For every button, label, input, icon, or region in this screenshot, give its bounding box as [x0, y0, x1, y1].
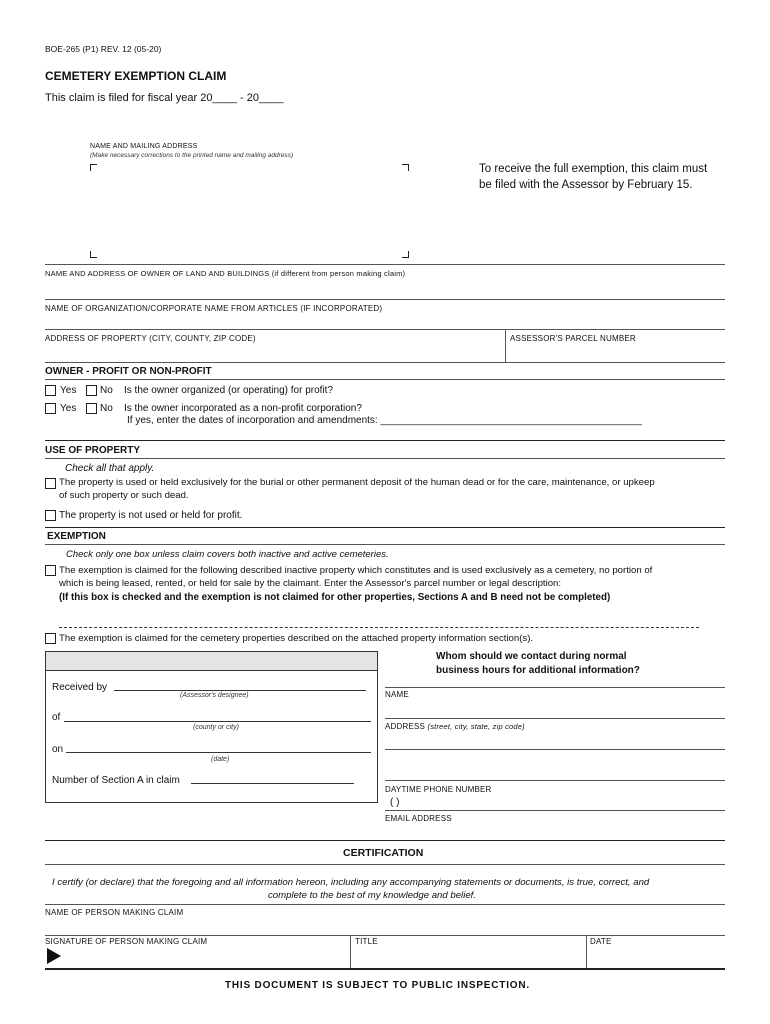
divider: [385, 749, 725, 750]
use-opt1-checkbox[interactable]: [45, 478, 56, 489]
contact-address-field[interactable]: [385, 733, 725, 748]
use-opt1-line-1: The property is used or held exclusively for the burial or other permanent deposit of the human dead or for the care, maintenance, or upkeep: [59, 477, 655, 488]
parcel-description-field[interactable]: [59, 608, 699, 626]
divider: [586, 935, 587, 968]
q1-yes-checkbox[interactable]: [45, 385, 56, 396]
contact-email-label: EMAIL ADDRESS: [385, 814, 452, 823]
mailing-address-area[interactable]: [95, 170, 400, 250]
q1-no-label: No: [100, 385, 113, 396]
use-opt2-label: The property is not used or held for profit.: [59, 510, 243, 521]
corner-mark-bottom-left: [90, 251, 97, 258]
org-name-field[interactable]: [45, 315, 725, 328]
fiscal-year-line: This claim is filed for fiscal year 20____ - 20____: [45, 92, 284, 104]
divider: [350, 935, 351, 968]
deadline-line-2: be filed with the Assessor by February 15.: [479, 179, 693, 191]
exemption-opt1-checkbox[interactable]: [45, 565, 56, 576]
divider: [385, 687, 725, 688]
q2-question: Is the owner incorporated as a non-profit corporation?: [124, 403, 362, 414]
contact-address-label: [385, 722, 525, 731]
claimant-name-label: NAME OF PERSON MAKING CLAIM: [45, 908, 184, 917]
on-line[interactable]: [66, 752, 371, 753]
divider: [45, 935, 725, 936]
received-by-line[interactable]: [114, 690, 366, 691]
use-opt2-checkbox[interactable]: [45, 510, 56, 521]
divider: [385, 810, 725, 811]
divider: [385, 718, 725, 719]
title-label: TITLE: [355, 937, 378, 946]
exemption-section-heading: EXEMPTION: [47, 531, 106, 542]
public-inspection-notice: THIS DOCUMENT IS SUBJECT TO PUBLIC INSPECTION.: [225, 980, 530, 991]
form-code: BOE-265 (P1) REV. 12 (05-20): [45, 44, 162, 54]
parcel-number-field[interactable]: [510, 345, 725, 361]
corner-mark-top-right: [402, 164, 409, 171]
divider: [385, 780, 725, 781]
corner-mark-bottom-right: [402, 251, 409, 258]
signature-label: SIGNATURE OF PERSON MAKING CLAIM: [45, 937, 208, 946]
contact-name-label: NAME: [385, 690, 409, 699]
section-a-label: Number of Section A in claim: [52, 775, 180, 786]
q1-yes-label: Yes: [60, 385, 77, 396]
divider: [45, 458, 725, 459]
assessor-box-header: [46, 652, 377, 671]
owner-name-address-label: NAME AND ADDRESS OF OWNER OF LAND AND BUILDINGS (if different from person making claim): [45, 269, 406, 278]
divider: [45, 544, 725, 545]
received-by-sub: (Assessor's designee): [180, 692, 249, 699]
form-title: CEMETERY EXEMPTION CLAIM: [45, 69, 227, 83]
owner-section-heading: OWNER - PROFIT OR NON-PROFIT: [45, 366, 212, 377]
divider: [45, 362, 725, 363]
exemption-opt2-label: The exemption is claimed for the cemetery properties described on the attached property information section(s).: [59, 633, 534, 644]
of-sub: (county or city): [193, 724, 239, 731]
signature-arrow-icon: [46, 947, 62, 965]
contact-address-field-2[interactable]: [385, 752, 725, 778]
property-address-label: ADDRESS OF PROPERTY (CITY, COUNTY, ZIP CODE): [45, 334, 256, 343]
certification-statement-line-1: I certify (or declare) that the foregoing and all information hereon, including any accompanying statements or documents, is true, correct, and: [52, 877, 650, 888]
org-name-label: NAME OF ORGANIZATION/CORPORATE NAME FROM ARTICLES (IF INCORPORATED): [45, 304, 383, 313]
date-field[interactable]: [590, 946, 725, 966]
q2-no-checkbox[interactable]: [86, 403, 97, 414]
certification-statement-line-2: complete to the best of my knowledge and belief.: [268, 890, 476, 901]
divider: [45, 864, 725, 865]
of-label: of: [52, 712, 61, 723]
use-instruction: Check all that apply.: [65, 463, 155, 474]
divider: [505, 329, 506, 362]
exemption-opt2-checkbox[interactable]: [45, 633, 56, 644]
divider: [45, 264, 725, 265]
signature-field[interactable]: [66, 946, 348, 966]
divider: [45, 904, 725, 905]
use-section-heading: USE OF PROPERTY: [45, 445, 141, 456]
use-opt1-line-2: of such property or such dead.: [59, 490, 189, 501]
parcel-number-label: ASSESSOR'S PARCEL NUMBER: [510, 334, 636, 343]
divider: [45, 379, 725, 380]
exemption-opt1-line-2: which is being leased, rented, or held for sale by the claimant. Enter the Assessor's parcel number or legal description:: [59, 578, 562, 589]
incorporation-dates-field[interactable]: [398, 414, 725, 427]
of-line[interactable]: [64, 721, 371, 722]
mailing-label: NAME AND MAILING ADDRESS: [90, 143, 198, 150]
divider: [45, 527, 725, 528]
date-label: DATE: [590, 937, 612, 946]
q1-question: Is the owner organized (or operating) for profit?: [124, 385, 333, 396]
certification-heading: CERTIFICATION: [343, 847, 424, 859]
deadline-line-1: To receive the full exemption, this claim must: [479, 163, 708, 175]
title-field[interactable]: [355, 946, 583, 966]
q2-no-label: No: [100, 403, 113, 414]
contact-address-title: ADDRESS: [385, 722, 426, 731]
exemption-instruction: Check only one box unless claim covers both inactive and active cemeteries.: [66, 549, 389, 560]
divider: [45, 440, 725, 441]
contact-address-note: (street, city, state, zip code): [427, 722, 525, 731]
divider: [45, 968, 725, 970]
received-by-label: Received by: [52, 682, 108, 693]
mailing-note: (Make necessary corrections to the printed name and mailing address): [90, 152, 294, 159]
owner-name-address-field[interactable]: [45, 280, 725, 298]
q2-yes-checkbox[interactable]: [45, 403, 56, 414]
claimant-name-field[interactable]: [45, 918, 725, 934]
on-label: on: [52, 744, 64, 755]
q2-yes-label: Yes: [60, 403, 77, 414]
exemption-opt1-note: (If this box is checked and the exemption is not claimed for other properties, Sections A and B need not be completed): [59, 592, 611, 603]
property-address-field[interactable]: [45, 345, 505, 361]
contact-phone-parens[interactable]: ( ): [390, 797, 400, 808]
contact-phone-label: DAYTIME PHONE NUMBER: [385, 785, 492, 794]
contact-email-field[interactable]: [385, 824, 725, 839]
divider: [45, 840, 725, 841]
parcel-description-line: [59, 627, 699, 628]
q2-followup: If yes, enter the dates of incorporation and amendments: _______________________________________________: [127, 415, 642, 426]
exemption-opt1-line-1: The exemption is claimed for the following described inactive property which constitutes and is used exclusively as a cemetery, no portion of: [59, 565, 653, 576]
contact-heading-line-1: Whom should we contact during normal: [436, 651, 627, 662]
contact-name-field[interactable]: [385, 700, 725, 717]
on-sub: (date): [211, 756, 230, 763]
section-a-line[interactable]: [191, 783, 354, 784]
divider: [45, 329, 725, 330]
divider: [45, 299, 725, 300]
contact-heading-line-2: business hours for additional information?: [436, 665, 640, 676]
q1-no-checkbox[interactable]: [86, 385, 97, 396]
